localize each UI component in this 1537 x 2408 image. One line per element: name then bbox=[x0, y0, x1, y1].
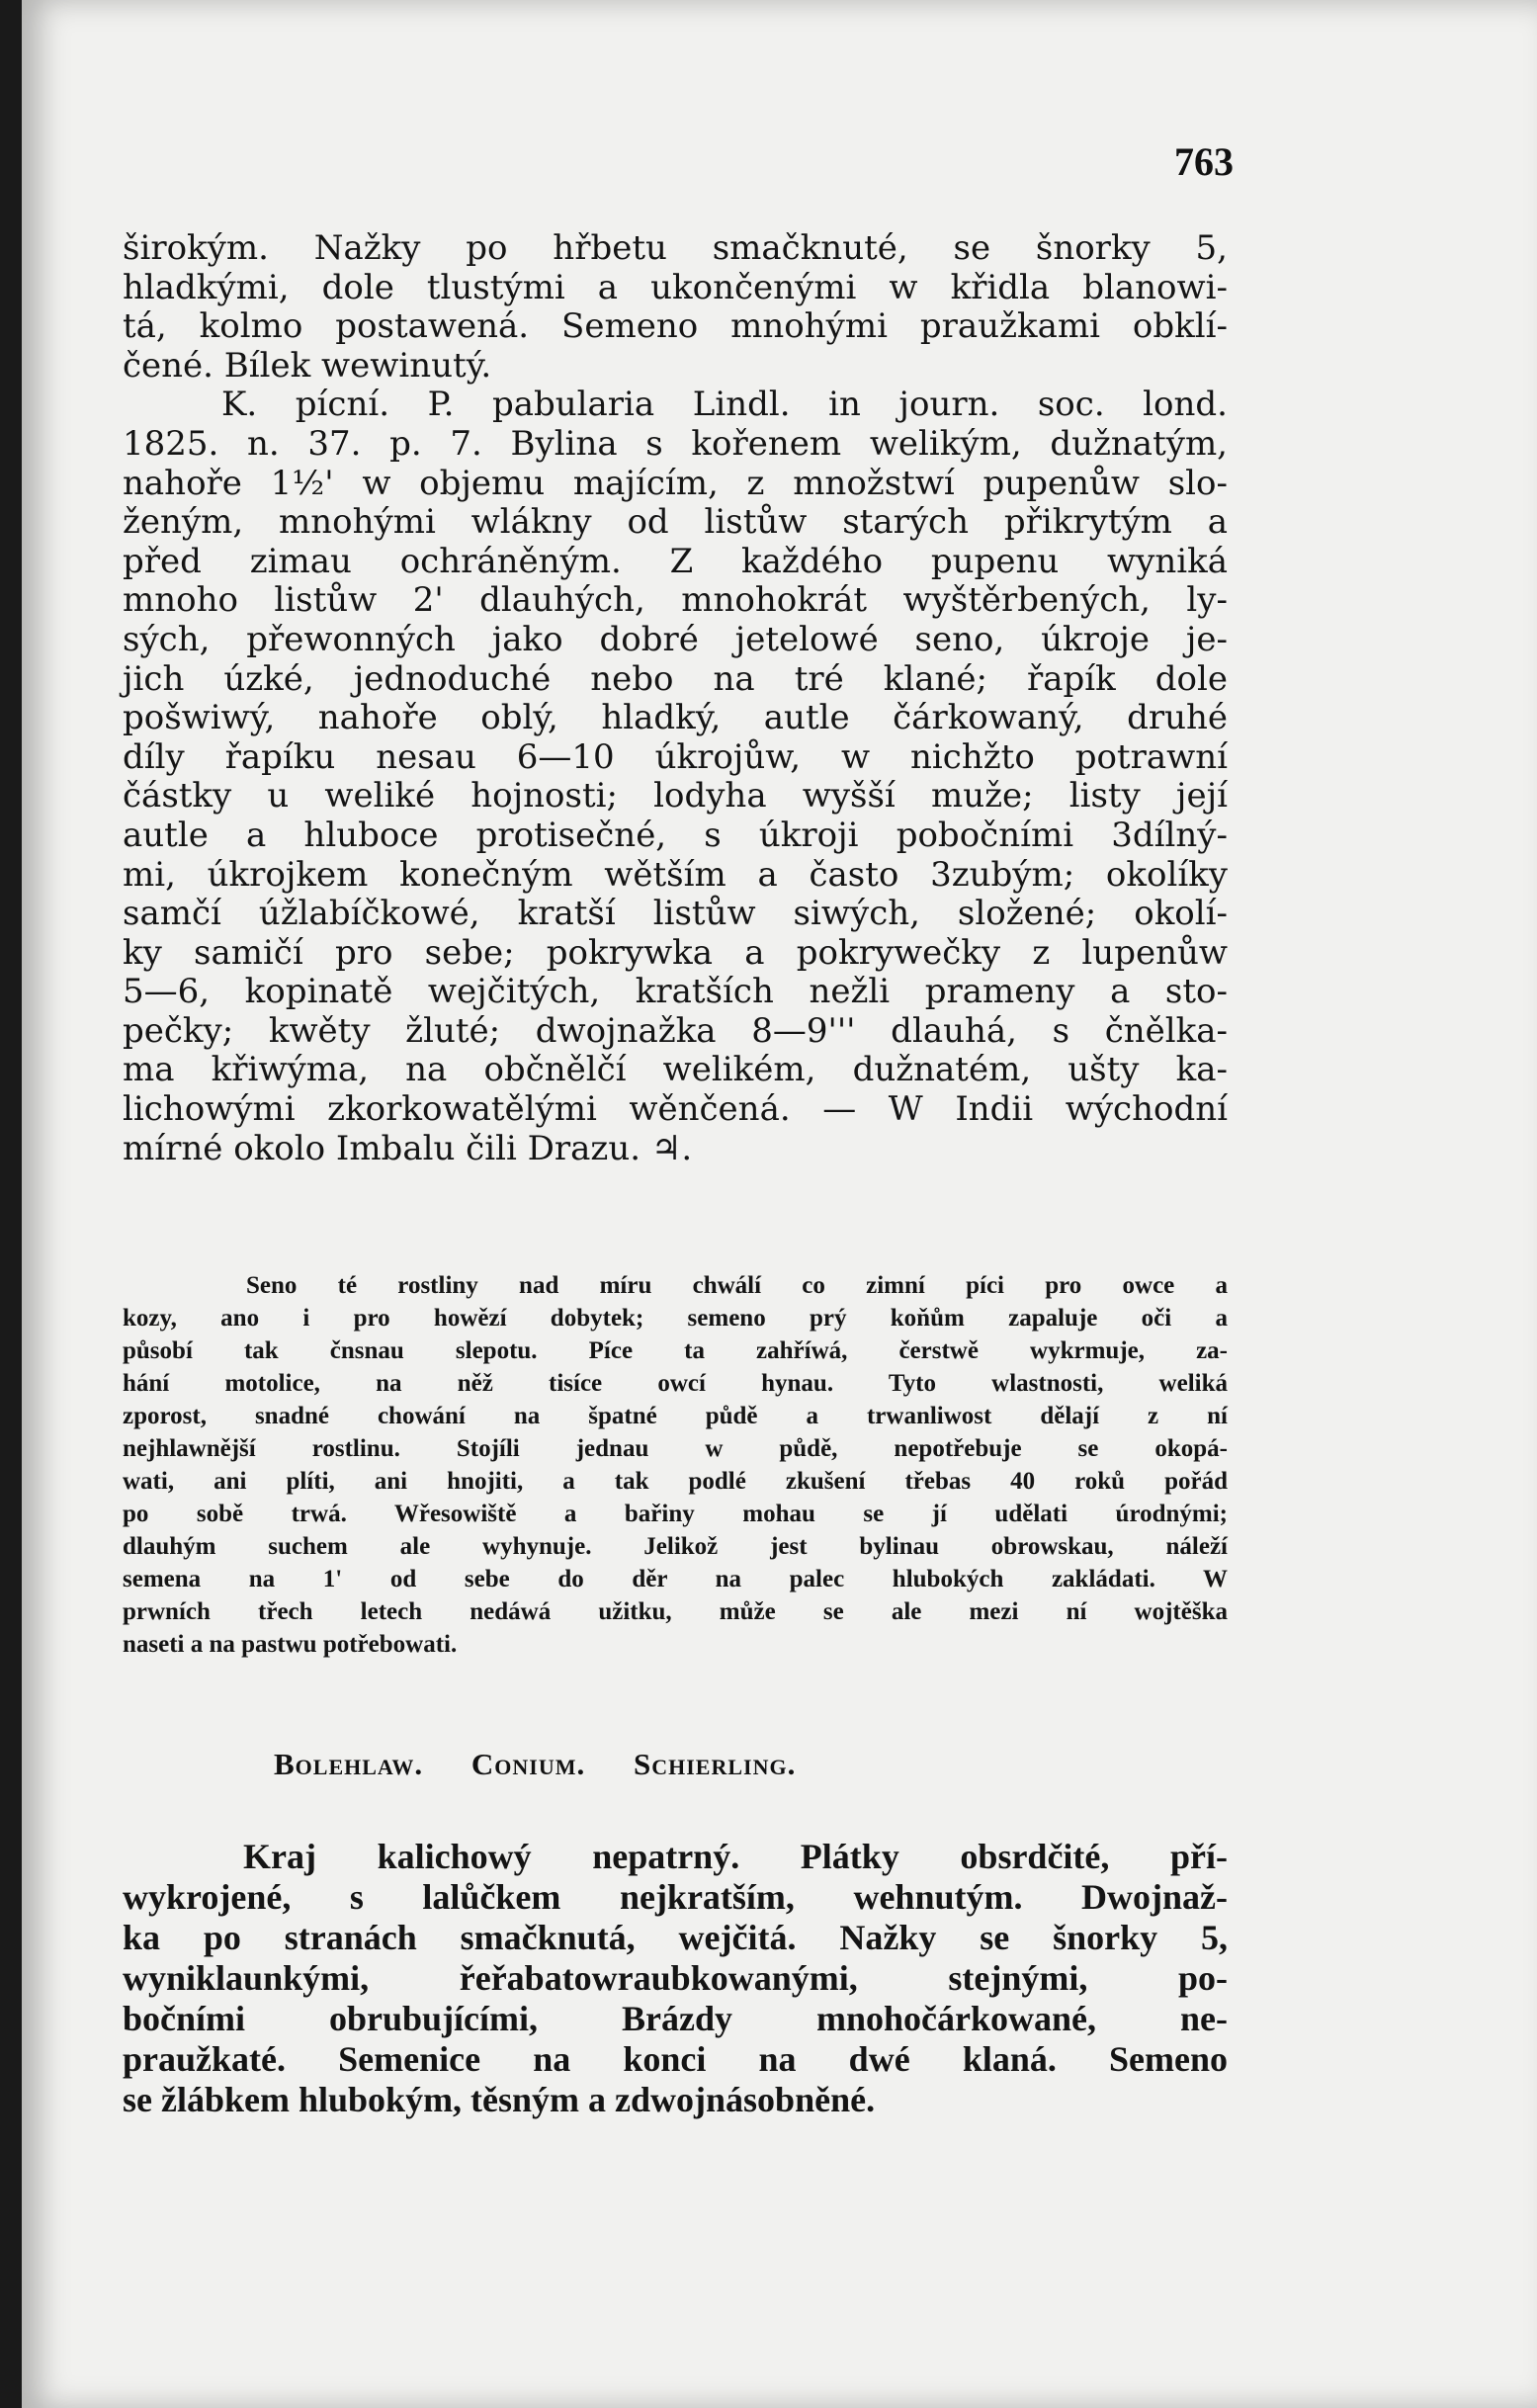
main-line: tá, kolmo postawená. Semeno mnohými praužkami obklí- bbox=[123, 306, 1228, 347]
desc-line: praužkaté. Semenice na konci na dwé klaná. Semeno bbox=[123, 2039, 1228, 2079]
footnote-block bbox=[123, 1269, 1228, 1661]
main-line: pečky; kwěty žluté; dwojnažka 8—9''' dlauhá, s čnělka- bbox=[123, 1010, 1228, 1051]
note-line: dlauhým suchem ale wyhynuje. Jelikož jest bylinau obrowskau, náleží bbox=[123, 1533, 1228, 1560]
main-line: mnoho listůw 2' dlauhých, mnohokrát wyštěrbených, ly- bbox=[123, 580, 1228, 621]
main-line: jich úzké, jednoduché nebo na tré klané; řapík dole bbox=[123, 658, 1228, 699]
main-line: 5—6, kopinatě wejčitých, kratších nežli prameny a sto- bbox=[123, 972, 1228, 1012]
desc-line: wykrojené, s lalůčkem nejkratším, wehnutým. Dwojnaž- bbox=[123, 1877, 1228, 1917]
main-line: pošwiwý, nahoře oblý, hladký, autle čárkowaný, druhé bbox=[123, 698, 1228, 738]
main-line: širokým. Nažky po hřbetu smačknuté, se šnorky 5, bbox=[123, 228, 1228, 268]
note-line: zporost, snadné chowání na špatné půdě a trwanliwost dělají z ní bbox=[123, 1403, 1228, 1429]
desc-line: wyniklaunkými, řeřabatowraubkowanými, stejnými, po- bbox=[123, 1958, 1228, 1998]
main-line: sých, přewonných jako dobré jetelowé seno, úkroje je- bbox=[123, 619, 1228, 659]
main-line: 1825. n. 37. p. 7. Bylina s kořenem welikým, dužnatým, bbox=[123, 423, 1228, 464]
main-line: čené. Bílek wewinutý. bbox=[123, 345, 492, 386]
note-line: kozy, ano i pro howězí dobytek; semeno prý koňům zapaluje oči a bbox=[123, 1305, 1228, 1332]
note-line: naseti a na pastwu potřebowati. bbox=[123, 1631, 458, 1658]
note-line: nejhlawnější rostlinu. Stojíli jednau w půdě, nepotřebuje se okopá- bbox=[123, 1435, 1228, 1462]
desc-line: se žlábkem hlubokým, těsným a zdwojnásobněné. bbox=[123, 2080, 876, 2119]
note-line: semena na 1' od sebe do děr na palec hlubokých zakládati. W bbox=[123, 1566, 1228, 1592]
note-line: wati, ani plíti, ani hnojiti, a tak podlé zkušení třebas 40 roků pořád bbox=[123, 1468, 1228, 1495]
desc-line: bočními obrubujícími, Brázdy mnohočárkowané, ne- bbox=[123, 1999, 1228, 2038]
page-number: 763 bbox=[1174, 139, 1234, 184]
species-heading-line: K. pícní. P. pabularia Lindl. in journ. soc. lond. bbox=[221, 385, 1228, 425]
note-line: prwních třech letech nedáwá užitku, může se ale mezi ní wojtěška bbox=[123, 1598, 1228, 1625]
desc-line: ka po stranách smačknutá, wejčitá. Nažky se šnorky 5, bbox=[123, 1918, 1228, 1957]
main-line: ženým, mnohými wlákny od listůw starých přikrytým a bbox=[123, 502, 1228, 543]
main-line: částky u weliké hojnosti; lodyha wyšší muže; listy její bbox=[123, 776, 1228, 817]
note-line: hání motolice, na něž tisíce owcí hynau. Tyto wlastnosti, weliká bbox=[123, 1370, 1228, 1397]
main-line: mírné okolo Imbalu čili Drazu. ♃. bbox=[123, 1128, 693, 1168]
heading-czech-name: Bolehlaw. bbox=[274, 1747, 424, 1781]
heading-latin-name: Conium. bbox=[470, 1747, 586, 1781]
desc-line: Kraj kalichowý nepatrný. Plátky obsrdčité, pří- bbox=[243, 1837, 1228, 1876]
note-line: po sobě trwá. Wřesowiště a bařiny mohau se jí udělati úrodnými; bbox=[123, 1501, 1228, 1527]
main-line: díly řapíku nesau 6—10 úkrojůw, w nichžto potrawní bbox=[123, 736, 1228, 777]
genus-description bbox=[123, 1837, 1228, 2120]
note-line: působí tak čnsnau slepotu. Píce ta zahříwá, čerstwě wykrmuje, za- bbox=[123, 1337, 1228, 1364]
book-page bbox=[22, 0, 1537, 2408]
heading-german-name: Schierling. bbox=[633, 1747, 797, 1781]
main-line: nahoře 1½' w objemu majícím, z množstwí pupenůw slo- bbox=[123, 463, 1228, 503]
main-text-block bbox=[123, 229, 1228, 1168]
main-line: hladkými, dole tlustými a ukončenými w křidla blanowi- bbox=[123, 267, 1228, 307]
main-line: ma křiwýma, na občnělčí welikém, dužnatém, ušty ka- bbox=[123, 1050, 1228, 1090]
main-line: před zimau ochráněným. Z každého pupenu wyniká bbox=[123, 541, 1228, 581]
main-line: samčí úžlabíčkowé, kratší listůw siwých, složené; okolí- bbox=[123, 894, 1228, 934]
main-line: autle a hluboce protisečné, s úkroji pobočními 3dílný- bbox=[123, 815, 1228, 855]
main-line: ky samičí pro sebe; pokrywka a pokrywečky z lupenůw bbox=[123, 932, 1228, 973]
main-line: mi, úkrojkem konečným wětším a často 3zubým; okolíky bbox=[123, 854, 1228, 895]
main-line: lichowými zkorkowatělými wěnčená. — W Indii wýchodní bbox=[123, 1089, 1228, 1130]
section-heading bbox=[274, 1747, 835, 1782]
note-line: Seno té rostliny nad míru chwálí co zimní píci pro owce a bbox=[246, 1272, 1228, 1299]
